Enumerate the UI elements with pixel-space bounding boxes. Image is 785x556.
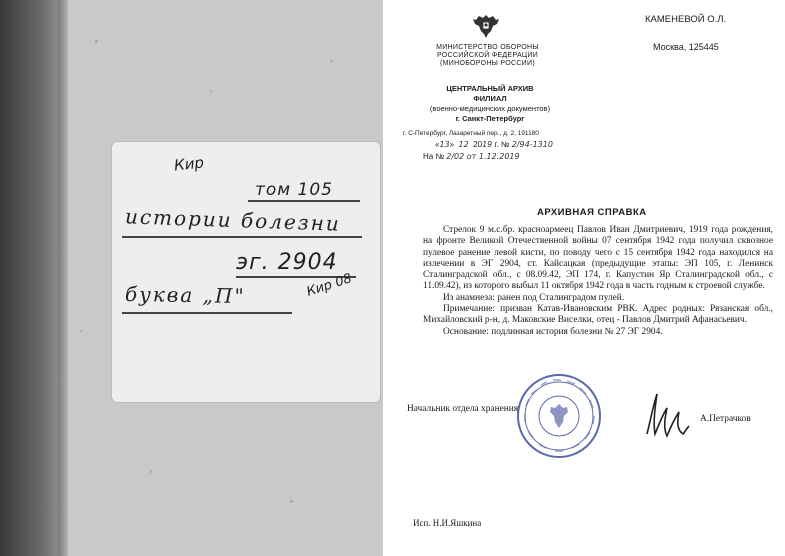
archive-address: г. С-Петербург, Лазаретный пер., д. 2, 191180: [403, 130, 539, 137]
anamnesis-paragraph: Из анамнеза: ранен под Сталинградом пулей.: [443, 292, 625, 303]
basis-paragraph: Основание: подлинная история болезни № 27 ЭГ 2904.: [443, 326, 663, 337]
archive-certificate: [395, 0, 785, 556]
reference-value: 2/02 от 1.12.2019: [446, 152, 520, 161]
double-headed-eagle-icon: [471, 12, 501, 40]
underline: [248, 200, 360, 202]
ministry-line: РОССИЙСКОЙ ФЕДЕРАЦИИ: [436, 52, 539, 59]
ministry-line: МИНИСТЕРСТВО ОБОРОНЫ: [436, 44, 539, 51]
document-title: АРХИВНАЯ СПРАВКА: [537, 207, 647, 218]
date-month: 12: [458, 140, 469, 149]
folder-cover-scan: [0, 0, 383, 556]
official-stamp: [515, 372, 603, 460]
note-paragraph: Примечание: призван Катав-Ивановским РВК. Адрес родных: Рязанская обл., Михайловский р-н, д. Маковские Виселки, отец - Павлов Дмитрий Афанасьевич.: [423, 304, 773, 326]
outgoing-number: 2/94-1310: [511, 140, 553, 149]
handwritten-signature: Кир 08: [304, 271, 354, 300]
executor: Исп. Н.И.Яшкина: [413, 518, 482, 528]
handwritten-histories: истории болезни: [124, 204, 342, 236]
ministry-header: [425, 44, 550, 68]
folder-spine-edge: [58, 0, 68, 556]
archive-department: (военно-медицинских документов): [429, 104, 551, 113]
date-year-suffix: 19: [482, 140, 493, 149]
folder-spine: [0, 0, 58, 556]
recipient-name: КАМЕНЕВОЙ О.Л.: [645, 14, 727, 25]
recipient-city: Москва, 125445: [653, 42, 719, 52]
certificate-body: [423, 225, 773, 338]
reference-label: На №: [423, 152, 445, 161]
archive-city: г. Санкт-Петербург: [455, 114, 525, 123]
reference-row: [423, 152, 520, 161]
handwritten-volume: том 105: [255, 180, 333, 200]
handwritten-initials: Кир: [173, 153, 205, 175]
handwritten-letter: буква „П": [124, 281, 246, 309]
date-label: г. №: [494, 140, 510, 149]
archive-name: ЦЕНТРАЛЬНЫЙ АРХИВ: [446, 84, 534, 93]
handwritten-hospital-number: эг. 2904: [236, 250, 338, 275]
signer-name: А.Петрачков: [700, 414, 751, 424]
outgoing-date-number: «13» 12 2019 г. № 2/94-1310: [435, 140, 553, 149]
handwritten-signature: [641, 388, 691, 442]
main-paragraph: Стрелок 9 м.с.бр. красноармеец Павлов Иван Дмитриевич, 1919 года рождения, на фронте Великой Отечественной войны 07 сентября 1942 года получил сквозное пулевое ранение левой кисти, по поводу чего с 15 сентября 1942 года находился на излечении в ЭГ 2904, ст. Кайсацкая (предыдущие этапы: ЭП 105, г. Ленинск Сталинградской обл., с 08.09.42, ЭП 174, г. Капустин Яр Сталинградской обл., с 11.09.42), из которого выбыл 11 октября 1942 года в часть годным к строевой службе.: [423, 225, 773, 292]
date-year-prefix: 20: [473, 140, 483, 149]
underline: [122, 236, 362, 238]
underline: [122, 312, 292, 314]
ministry-line: (МИНОБОРОНЫ РОССИИ): [440, 60, 535, 67]
archive-branch: ФИЛИАЛ: [473, 94, 507, 103]
signer-title: Начальник отдела хранения: [407, 404, 519, 414]
archive-header: [410, 84, 570, 124]
date-day: 13: [439, 140, 450, 149]
